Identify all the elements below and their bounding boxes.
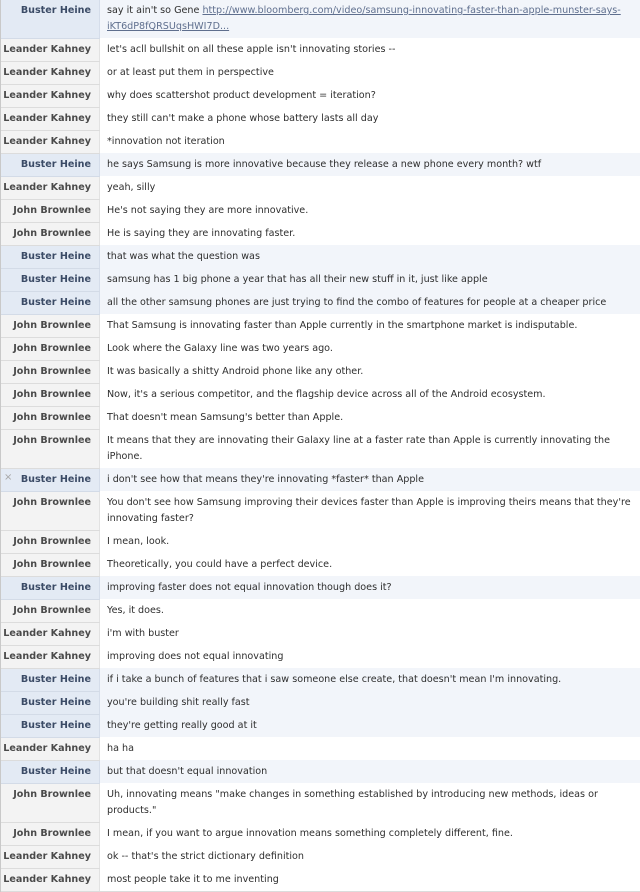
sender-name[interactable]: Leander Kahney xyxy=(1,39,100,61)
sender-name[interactable]: John Brownlee xyxy=(1,430,100,468)
message-text xyxy=(100,268,640,291)
message-body: they're getting really good at it xyxy=(107,720,257,731)
message-text xyxy=(100,530,640,553)
sender-name[interactable]: John Brownlee xyxy=(1,200,100,222)
chat-message-row xyxy=(1,131,640,154)
message-text xyxy=(100,822,640,845)
message-body: yeah, silly xyxy=(107,182,156,193)
chat-message-row xyxy=(1,623,640,646)
message-text xyxy=(100,245,640,268)
sender-name[interactable]: Leander Kahney xyxy=(1,108,100,130)
message-text xyxy=(100,314,640,337)
chat-message-row xyxy=(1,315,640,338)
message-body: Now, it's a serious competitor, and the flagship device across all of the Android ecosystem. xyxy=(107,389,546,400)
sender-name[interactable]: Buster Heine xyxy=(1,154,100,176)
sender-name[interactable]: Buster Heine xyxy=(1,761,100,783)
message-link[interactable]: http://www.bloomberg.com/video/samsung-innovating-faster-than-apple-munster-says-iKT6dP8fQRSUqsHWI7D... xyxy=(107,5,621,32)
message-body: Look where the Galaxy line was two years ago. xyxy=(107,343,333,354)
chat-message-row xyxy=(1,823,640,846)
message-body: improving does not equal innovating xyxy=(107,651,284,662)
message-body: You don't see how Samsung improving their devices faster than Apple is improving theirs means that they're innovating faster? xyxy=(107,497,631,524)
message-body: i don't see how that means they're innovating *faster* than Apple xyxy=(107,474,425,485)
message-text xyxy=(100,130,640,153)
message-text xyxy=(100,199,640,222)
message-body: samsung has 1 big phone a year that has all their new stuff in it, just like apple xyxy=(107,274,488,285)
sender-name[interactable]: Buster Heine xyxy=(1,669,100,691)
message-text xyxy=(100,61,640,84)
chat-message-row xyxy=(1,223,640,246)
sender-name[interactable]: Buster Heine xyxy=(1,0,100,38)
chat-message-row xyxy=(1,646,640,669)
sender-name[interactable]: Buster Heine xyxy=(1,292,100,314)
sender-name[interactable]: John Brownlee xyxy=(1,223,100,245)
message-text xyxy=(100,491,640,530)
chat-message-row xyxy=(1,554,640,577)
message-text xyxy=(100,668,640,691)
chat-message-row xyxy=(1,384,640,407)
message-text xyxy=(100,383,640,406)
chat-message-row xyxy=(1,200,640,223)
chat-message-row xyxy=(1,177,640,200)
message-text xyxy=(100,468,640,491)
chat-message-row xyxy=(1,154,640,177)
sender-name[interactable]: Leander Kahney xyxy=(1,646,100,668)
sender-name[interactable]: John Brownlee xyxy=(1,531,100,553)
message-text xyxy=(100,84,640,107)
sender-name[interactable]: John Brownlee xyxy=(1,554,100,576)
message-body: That doesn't mean Samsung's better than Apple. xyxy=(107,412,344,423)
chat-message-row xyxy=(1,246,640,269)
message-text xyxy=(100,38,640,61)
message-text xyxy=(100,222,640,245)
message-body: I mean, look. xyxy=(107,536,170,547)
message-body: I mean, if you want to argue innovation means something completely different, fine. xyxy=(107,828,513,839)
sender-name[interactable]: John Brownlee xyxy=(1,361,100,383)
message-text xyxy=(100,691,640,714)
message-text xyxy=(100,576,640,599)
chat-message-row xyxy=(1,292,640,315)
message-body: but that doesn't equal innovation xyxy=(107,766,268,777)
sender-name[interactable]: John Brownlee xyxy=(1,384,100,406)
message-body: they still can't make a phone whose battery lasts all day xyxy=(107,113,379,124)
message-text xyxy=(100,406,640,429)
sender-name[interactable]: Leander Kahney xyxy=(1,131,100,153)
message-body: you're building shit really fast xyxy=(107,697,250,708)
message-body: i'm with buster xyxy=(107,628,179,639)
message-text xyxy=(100,176,640,199)
sender-name[interactable]: Leander Kahney xyxy=(1,85,100,107)
message-body: It means that they are innovating their Galaxy line at a faster rate than Apple is currently innovating the iPhone. xyxy=(107,435,611,462)
message-body: if i take a bunch of features that i saw someone else create, that doesn't mean I'm innovating. xyxy=(107,674,562,685)
sender-name[interactable]: Buster Heine xyxy=(1,577,100,599)
message-body: most people take it to me inventing xyxy=(107,874,279,885)
message-body: It was basically a shitty Android phone like any other. xyxy=(107,366,364,377)
sender-name[interactable]: Leander Kahney xyxy=(1,623,100,645)
chat-message-row xyxy=(1,846,640,869)
message-body: or at least put them in perspective xyxy=(107,67,274,78)
chat-message-row xyxy=(1,269,640,292)
sender-name[interactable]: Buster Heine xyxy=(1,246,100,268)
message-text xyxy=(100,337,640,360)
chat-message-row xyxy=(1,669,640,692)
sender-name[interactable]: Buster Heine xyxy=(1,692,100,714)
message-body: Yes, it does. xyxy=(107,605,164,616)
sender-name[interactable]: John Brownlee xyxy=(1,823,100,845)
message-text xyxy=(100,760,640,783)
chat-message-row xyxy=(1,85,640,108)
sender-name[interactable]: Leander Kahney xyxy=(1,62,100,84)
message-body: Uh, innovating means "make changes in something established by introducing new methods, ideas or products." xyxy=(107,789,598,816)
chat-message-row xyxy=(1,784,640,823)
chat-message-row xyxy=(1,692,640,715)
sender-name[interactable]: John Brownlee xyxy=(1,492,100,530)
message-body: he says Samsung is more innovative because they release a new phone every month? wtf xyxy=(107,159,542,170)
message-text xyxy=(100,107,640,130)
sender-name[interactable]: John Brownlee xyxy=(1,784,100,822)
message-text xyxy=(100,845,640,868)
message-text xyxy=(100,622,640,645)
message-text xyxy=(100,645,640,668)
chat-message-row xyxy=(1,469,640,492)
message-text xyxy=(100,868,640,891)
close-icon[interactable]: × xyxy=(4,472,13,483)
sender-name[interactable]: Buster Heine xyxy=(1,269,100,291)
message-body: why does scattershot product development = iteration? xyxy=(107,90,376,101)
message-body: improving faster does not equal innovation though does it? xyxy=(107,582,392,593)
sender-name[interactable]: Leander Kahney xyxy=(1,738,100,760)
message-body: *innovation not iteration xyxy=(107,136,225,147)
message-body: say it ain't so Gene xyxy=(107,5,203,16)
message-text xyxy=(100,737,640,760)
chat-message-row xyxy=(1,430,640,469)
message-text xyxy=(100,599,640,622)
message-body: ok -- that's the strict dictionary definition xyxy=(107,851,304,862)
sender-name[interactable]: John Brownlee xyxy=(1,407,100,429)
message-text xyxy=(100,429,640,468)
chat-message-row xyxy=(1,869,640,892)
chat-message-row xyxy=(1,761,640,784)
chat-message-row xyxy=(1,0,640,39)
sender-name[interactable]: Leander Kahney xyxy=(1,869,100,891)
chat-message-row xyxy=(1,715,640,738)
chat-message-row xyxy=(1,108,640,131)
sender-name[interactable]: Leander Kahney xyxy=(1,846,100,868)
chat-message-row xyxy=(1,577,640,600)
message-text xyxy=(100,291,640,314)
message-body: all the other samsung phones are just trying to find the combo of features for people at a cheaper price xyxy=(107,297,607,308)
message-body: that was what the question was xyxy=(107,251,260,262)
sender-name[interactable]: Buster Heine xyxy=(1,469,100,491)
sender-name[interactable]: John Brownlee xyxy=(1,338,100,360)
message-body: He is saying they are innovating faster. xyxy=(107,228,296,239)
chat-message-row xyxy=(1,600,640,623)
message-text xyxy=(100,783,640,822)
chat-message-row xyxy=(1,338,640,361)
message-body: let's acll bullshit on all these apple isn't innovating stories -- xyxy=(107,44,396,55)
message-body: He's not saying they are more innovative. xyxy=(107,205,309,216)
chat-message-row xyxy=(1,407,640,430)
message-text xyxy=(100,360,640,383)
chat-message-row xyxy=(1,361,640,384)
sender-name[interactable]: Buster Heine xyxy=(1,715,100,737)
message-body: Theoretically, you could have a perfect device. xyxy=(107,559,333,570)
chat-message-row xyxy=(1,62,640,85)
chat-message-row xyxy=(1,738,640,761)
chat-message-row xyxy=(1,492,640,531)
message-body: That Samsung is innovating faster than Apple currently in the smartphone market is indisputable. xyxy=(107,320,578,331)
chat-message-row xyxy=(1,531,640,554)
message-text xyxy=(100,553,640,576)
chat-message-row xyxy=(1,39,640,62)
message-text xyxy=(100,153,640,176)
message-body: ha ha xyxy=(107,743,134,754)
sender-name[interactable]: John Brownlee xyxy=(1,315,100,337)
message-text xyxy=(100,714,640,737)
message-text xyxy=(100,0,640,38)
sender-name[interactable]: Leander Kahney xyxy=(1,177,100,199)
sender-name[interactable]: John Brownlee xyxy=(1,600,100,622)
